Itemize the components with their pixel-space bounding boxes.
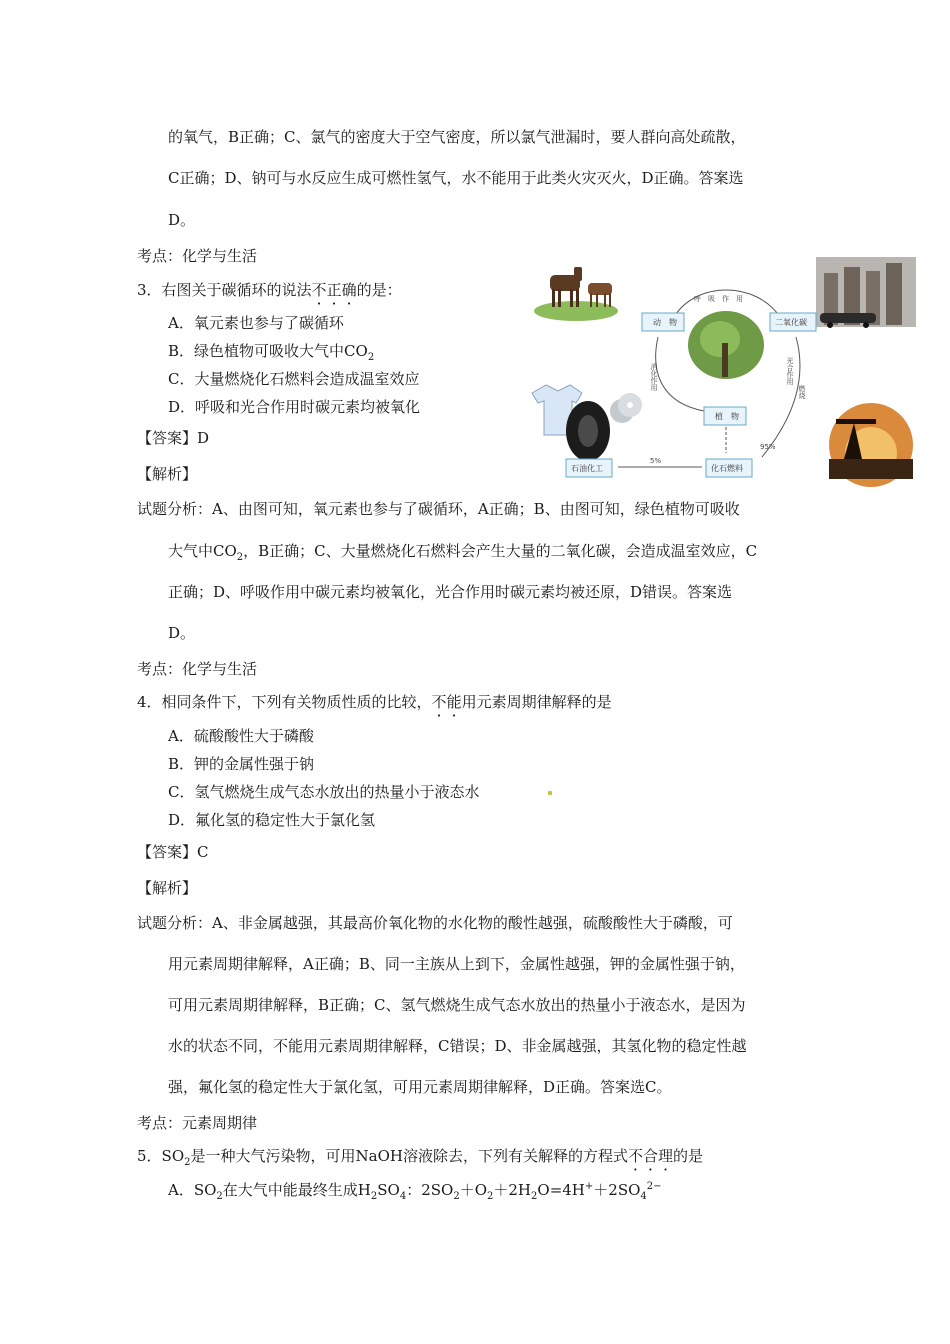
petrochemical-products-image — [532, 385, 642, 461]
q5-stem-pre-2: 是一种大气污染物，可用NaOH溶液除去，下列有关解释的方程式 — [190, 1147, 628, 1165]
animals-label: 动 物 — [653, 318, 677, 327]
q5-stem-sub: 2 — [184, 1157, 191, 1168]
co2-label: 二氧化碳 — [775, 318, 807, 327]
q4-jiexi-heading: 【解析】 — [137, 879, 198, 897]
forest-image — [688, 311, 764, 379]
q5-stem-post: 的是 — [673, 1147, 704, 1165]
carbon-cycle-figure — [526, 253, 926, 493]
percent-95-label: 95% — [760, 443, 776, 451]
q3-analysis-line-2-post: ，B正确；C、大量燃烧化石燃料会产生大量的二氧化碳，会造成温室效应，C — [243, 542, 758, 560]
q5-a-s7: 4 — [640, 1191, 647, 1202]
fossil-fuel-label: 化石燃料 — [711, 464, 743, 473]
q4-option-a: A．硫酸酸性大于磷酸 — [168, 727, 314, 745]
q5-a-p1: A．SO — [168, 1181, 217, 1199]
oil-pump-image — [829, 403, 913, 487]
q5-a-s3: 4 — [399, 1191, 407, 1202]
q2-kaodian: 考点：化学与生活 — [137, 247, 258, 265]
q3-option-c: C．大量燃烧化石燃料会造成温室效应 — [168, 370, 420, 388]
q5-a-s6: 2 — [531, 1191, 538, 1202]
q5-stem — [137, 1146, 703, 1166]
q5-stem-em-2: 合 — [642, 1147, 658, 1165]
q4-kaodian: 考点：元素周期律 — [137, 1114, 258, 1132]
q5-a-s1: 2 — [216, 1191, 223, 1202]
q5-a-sup1: + — [584, 1181, 594, 1192]
petrochemical-label: 石油化工 — [571, 464, 603, 473]
q5-a-p3: SO — [377, 1181, 400, 1199]
q5-stem-em-1: 不 — [627, 1147, 643, 1165]
horses-image — [534, 267, 618, 321]
q3-jiexi-heading: 【解析】 — [137, 465, 198, 483]
q5-a-s4: 2 — [453, 1191, 460, 1202]
q5-a-p6: ＋2H — [493, 1181, 532, 1199]
q4-stem-em-2: 能 — [446, 693, 462, 711]
q3-stem-pre: 3．右图关于碳循环的说法 — [137, 281, 312, 299]
q4-stem-post: 用元素周期律解释的是 — [461, 693, 612, 711]
q4-stem-em-1: 不 — [431, 693, 447, 711]
q3-stem-em-3: 确 — [341, 281, 357, 299]
plants-label: 植 物 — [715, 412, 739, 421]
q3-stem-em-1: 不 — [311, 281, 327, 299]
q3-analysis-line-2-sub: 2 — [236, 552, 244, 563]
q3-analysis-line-3: 正确；D、呼吸作用中碳元素均被氧化，光合作用时碳元素均被还原，D错误。答案选 — [168, 583, 733, 601]
q5-a-p8: ＋2SO — [593, 1181, 641, 1199]
q3-analysis-line-1: 试题分析：A、由图可知，氧元素也参与了碳循环，A正确；B、由图可知，绿色植物可吸收 — [137, 500, 740, 518]
q3-stem — [137, 280, 402, 300]
digestion-label: 消化作用 — [650, 363, 658, 391]
q5-stem-em-3: 理 — [657, 1147, 673, 1165]
q4-analysis-line-2: 用元素周期律解释，A正确；B、同一主族从上到下，金属性越强，钾的金属性强于钠， — [168, 955, 745, 973]
q4-option-b: B．钾的金属性强于钠 — [168, 755, 315, 773]
q3-analysis-line-2 — [168, 541, 757, 561]
smokestack-car-image — [816, 257, 916, 328]
q4-answer: 【答案】C — [137, 843, 209, 861]
q3-option-d: D．呼吸和光合作用时碳元素均被氧化 — [168, 398, 421, 416]
q2-analysis-line-1: 的氧气，B正确；C、氯气的密度大于空气密度，所以氯气泄漏时，要人群向高处疏散， — [168, 128, 746, 146]
percent-5-label: 5% — [650, 457, 662, 465]
q3-option-a: A．氧元素也参与了碳循环 — [168, 314, 344, 332]
q4-option-c: C．氢气燃烧生成气态水放出的热量小于液态水 — [168, 783, 480, 801]
q5-a-p7: O=4H — [537, 1181, 585, 1199]
q2-analysis-line-2: C正确；D、钠可与水反应生成可燃性氢气，水不能用于此类火灾灭火，D正确。答案选 — [168, 169, 744, 187]
q5-a-s2: 2 — [370, 1191, 378, 1202]
q3-stem-post: 的是： — [356, 281, 402, 299]
q4-analysis-line-3: 可用元素周期律解释，B正确；C、氢气燃烧生成气态水放出的热量小于液态水，是因为 — [168, 996, 746, 1014]
q4-stem — [137, 692, 612, 712]
q5-option-a — [168, 1180, 662, 1200]
q3-option-b-text: B．绿色植物可吸收大气中CO — [168, 342, 368, 360]
q3-analysis-line-4: D。 — [168, 624, 196, 642]
q3-option-b-sub: 2 — [367, 352, 375, 363]
q5-a-p4: ：2SO — [406, 1181, 454, 1199]
q5-a-p2: 在大气中能最终生成H — [222, 1181, 371, 1199]
q3-stem-em-2: 正 — [326, 281, 342, 299]
q5-stem-pre-1: 5．SO — [137, 1147, 185, 1165]
q5-a-p5: ＋O — [459, 1181, 488, 1199]
q5-a-s5: 2 — [487, 1191, 494, 1202]
q5-a-sup2: 2− — [646, 1181, 662, 1192]
q4-analysis-line-1: 试题分析：A、非金属越强，其最高价氧化物的水化物的酸性越强，硫酸酸性大于磷酸，可 — [137, 914, 733, 932]
q4-option-d: D．氟化氢的稳定性大于氯化氢 — [168, 811, 376, 829]
q3-analysis-line-2-pre: 大气中CO — [168, 542, 237, 560]
q4-analysis-line-5: 强，氟化氢的稳定性大于氯化氢，可用元素周期律解释，D正确。答案选C。 — [168, 1078, 672, 1096]
q4-analysis-line-4: 水的状态不同，不能用元素周期律解释，C错误；D、非金属越强，其氢化物的稳定性越 — [168, 1037, 747, 1055]
photosynthesis-label: 光合作用 — [786, 357, 794, 385]
q3-option-b — [168, 341, 374, 361]
q3-kaodian: 考点：化学与生活 — [137, 660, 258, 678]
q3-answer: 【答案】D — [137, 429, 210, 447]
respiration-label: 呼 吸 作 用 — [694, 295, 743, 303]
q2-analysis-line-3: D。 — [168, 211, 196, 229]
combustion-label: 燃烧 — [798, 385, 806, 399]
q4-stem-pre: 4．相同条件下，下列有关物质性质的比较， — [137, 693, 432, 711]
stray-mark — [548, 791, 552, 795]
